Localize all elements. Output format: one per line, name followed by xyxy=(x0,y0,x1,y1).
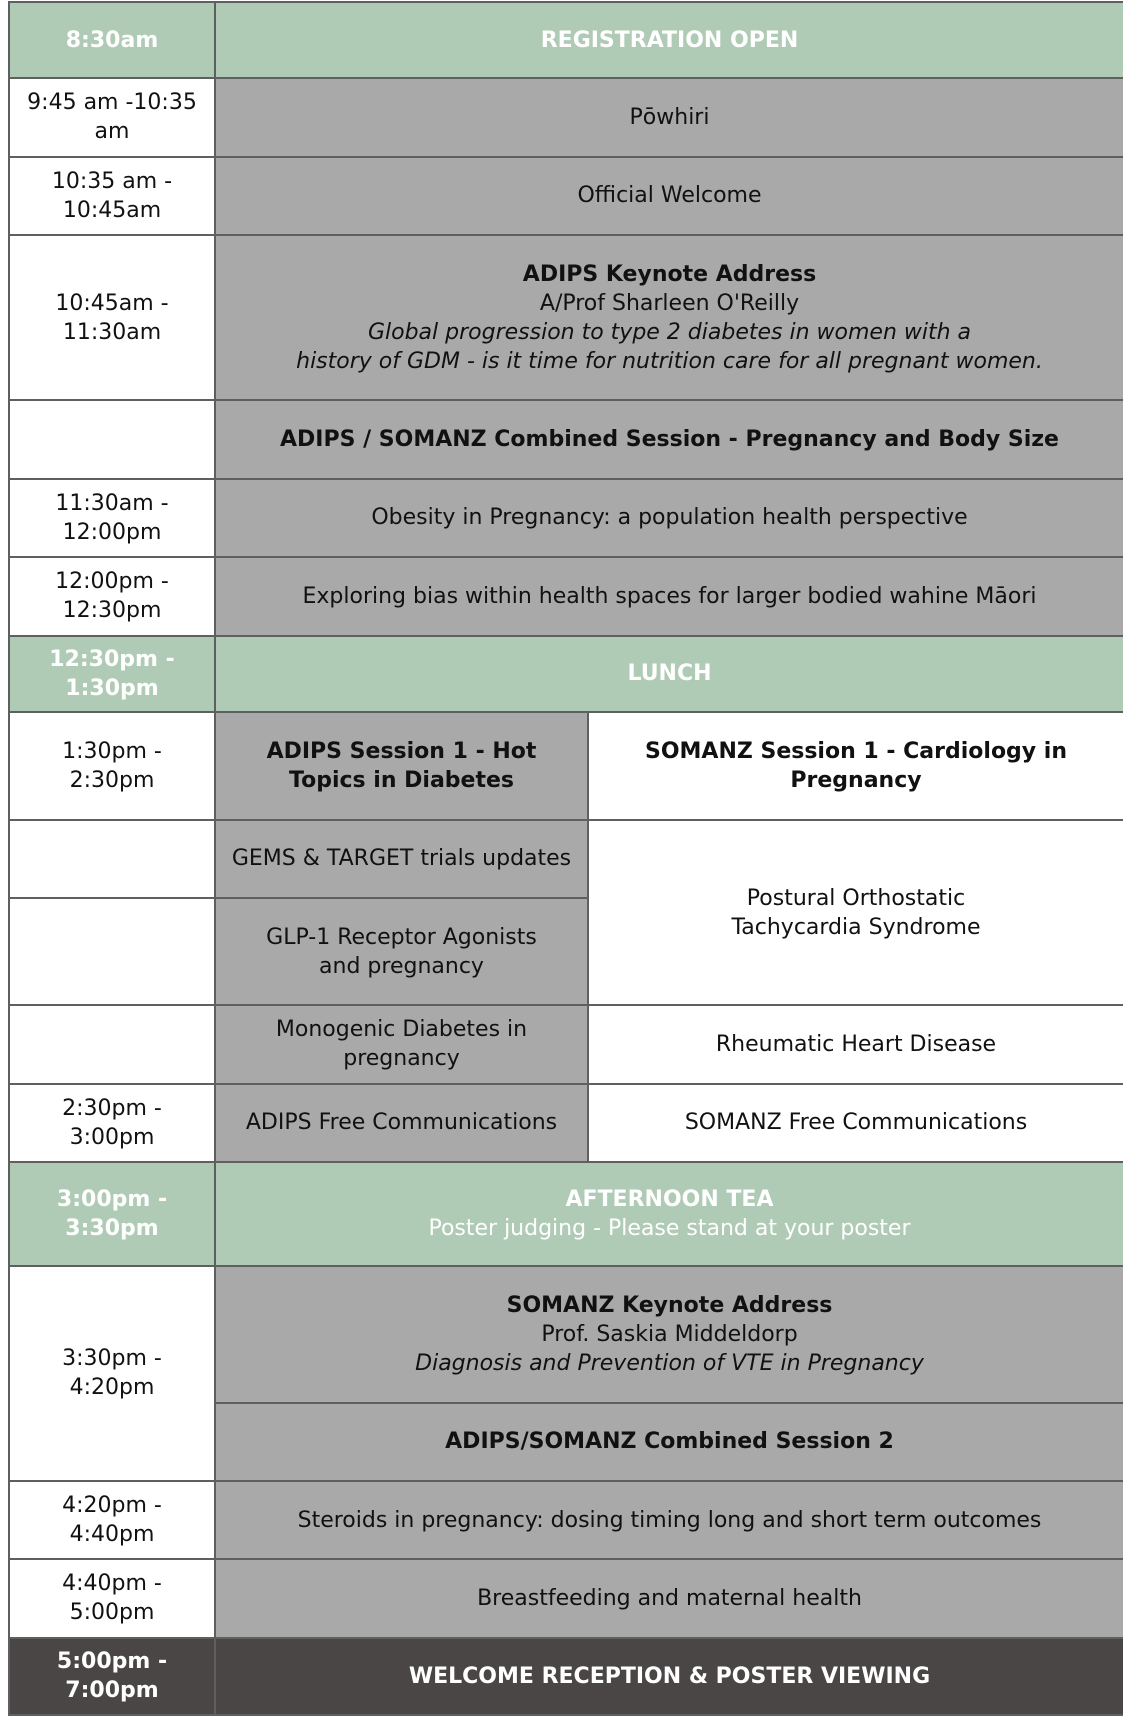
combined-session-1-label: ADIPS / SOMANZ Combined Session - Pregnancy and Body Size xyxy=(215,400,1123,478)
adips-keynote-speaker: A/Prof Sharleen O'Reilly xyxy=(539,290,800,316)
obesity-label: Obesity in Pregnancy: a population health perspective xyxy=(215,479,1123,557)
afternoon-tea-time: 3:00pm - 3:30pm xyxy=(9,1162,215,1266)
adips-keynote-topic-line-2: history of GDM - is it time for nutrition care for all pregnant women. xyxy=(296,348,1043,374)
conference-schedule-table xyxy=(8,1,1123,1716)
somanz-keynote-title: SOMANZ Keynote Address xyxy=(506,1292,833,1318)
welcome-row xyxy=(9,157,1123,235)
welcome-label: Official Welcome xyxy=(215,157,1123,235)
adips-keynote-cell xyxy=(215,235,1123,401)
obesity-time: 11:30am - 12:00pm xyxy=(9,479,215,557)
combined-session-1-time xyxy=(9,400,215,478)
adips-keynote-topic-line-1: Global progression to type 2 diabetes in women with a xyxy=(367,319,972,345)
afternoon-tea-cell xyxy=(215,1162,1123,1266)
somanz-keynote-row xyxy=(9,1266,1123,1403)
adips-session-1-title: ADIPS Session 1 - Hot Topics in Diabetes xyxy=(215,712,588,820)
somanz-keynote-topic: Diagnosis and Prevention of VTE in Pregnancy xyxy=(415,1350,924,1376)
afternoon-tea-row xyxy=(9,1162,1123,1266)
breastfeeding-label: Breastfeeding and maternal health xyxy=(215,1559,1123,1637)
session-1-row xyxy=(9,712,1123,820)
reception-label: WELCOME RECEPTION & POSTER VIEWING xyxy=(215,1638,1123,1715)
combined-session-2-label: ADIPS/SOMANZ Combined Session 2 xyxy=(215,1403,1123,1481)
session-1-time: 1:30pm - 2:30pm xyxy=(9,712,215,820)
steroids-row xyxy=(9,1481,1123,1559)
breastfeeding-row xyxy=(9,1559,1123,1637)
steroids-label: Steroids in pregnancy: dosing timing long and short term outcomes xyxy=(215,1481,1123,1559)
obesity-row xyxy=(9,479,1123,557)
free-comms-time: 2:30pm - 3:00pm xyxy=(9,1084,215,1162)
breastfeeding-time: 4:40pm - 5:00pm xyxy=(9,1559,215,1637)
pots-line-1: Postural Orthostatic xyxy=(746,885,966,911)
lunch-time: 12:30pm - 1:30pm xyxy=(9,636,215,712)
bias-row xyxy=(9,557,1123,635)
somanz-keynote-time: 3:30pm - 4:20pm xyxy=(9,1266,215,1481)
bias-label: Exploring bias within health spaces for larger bodied wahine Māori xyxy=(215,557,1123,635)
rheumatic-label: Rheumatic Heart Disease xyxy=(588,1005,1123,1083)
pots-cell xyxy=(588,820,1123,1005)
powhiri-time: 9:45 am -10:35 am xyxy=(9,78,215,156)
somanz-keynote-cell xyxy=(215,1266,1123,1403)
monogenic-label: Monogenic Diabetes in pregnancy xyxy=(215,1005,588,1083)
glp1-label: GLP-1 Receptor Agonists and pregnancy xyxy=(215,898,588,1005)
glp1-time xyxy=(9,898,215,1005)
gems-row xyxy=(9,820,1123,898)
combined-session-1-row xyxy=(9,400,1123,478)
powhiri-label: Pōwhiri xyxy=(215,78,1123,156)
registration-time: 8:30am xyxy=(9,2,215,78)
somanz-session-1-title: SOMANZ Session 1 - Cardiology in Pregnancy xyxy=(588,712,1123,820)
monogenic-time xyxy=(9,1005,215,1083)
afternoon-tea-label: AFTERNOON TEA xyxy=(565,1186,774,1212)
steroids-time: 4:20pm - 4:40pm xyxy=(9,1481,215,1559)
adips-keynote-title: ADIPS Keynote Address xyxy=(522,261,817,287)
lunch-row xyxy=(9,636,1123,712)
powhiri-row xyxy=(9,78,1123,156)
adips-free-comms-label: ADIPS Free Communications xyxy=(215,1084,588,1162)
lunch-label: LUNCH xyxy=(215,636,1123,712)
registration-label: REGISTRATION OPEN xyxy=(215,2,1123,78)
registration-row xyxy=(9,2,1123,78)
adips-keynote-row xyxy=(9,235,1123,401)
somanz-free-comms-label: SOMANZ Free Communications xyxy=(588,1084,1123,1162)
monogenic-row xyxy=(9,1005,1123,1083)
pots-line-2: Tachycardia Syndrome xyxy=(731,914,981,940)
afternoon-tea-sub: Poster judging - Please stand at your poster xyxy=(428,1215,911,1241)
bias-time: 12:00pm - 12:30pm xyxy=(9,557,215,635)
welcome-time: 10:35 am - 10:45am xyxy=(9,157,215,235)
reception-row xyxy=(9,1638,1123,1715)
adips-keynote-time: 10:45am - 11:30am xyxy=(9,235,215,401)
somanz-keynote-speaker: Prof. Saskia Middeldorp xyxy=(541,1321,798,1347)
reception-time: 5:00pm - 7:00pm xyxy=(9,1638,215,1715)
free-comms-row xyxy=(9,1084,1123,1162)
gems-label: GEMS & TARGET trials updates xyxy=(215,820,588,898)
gems-time xyxy=(9,820,215,898)
